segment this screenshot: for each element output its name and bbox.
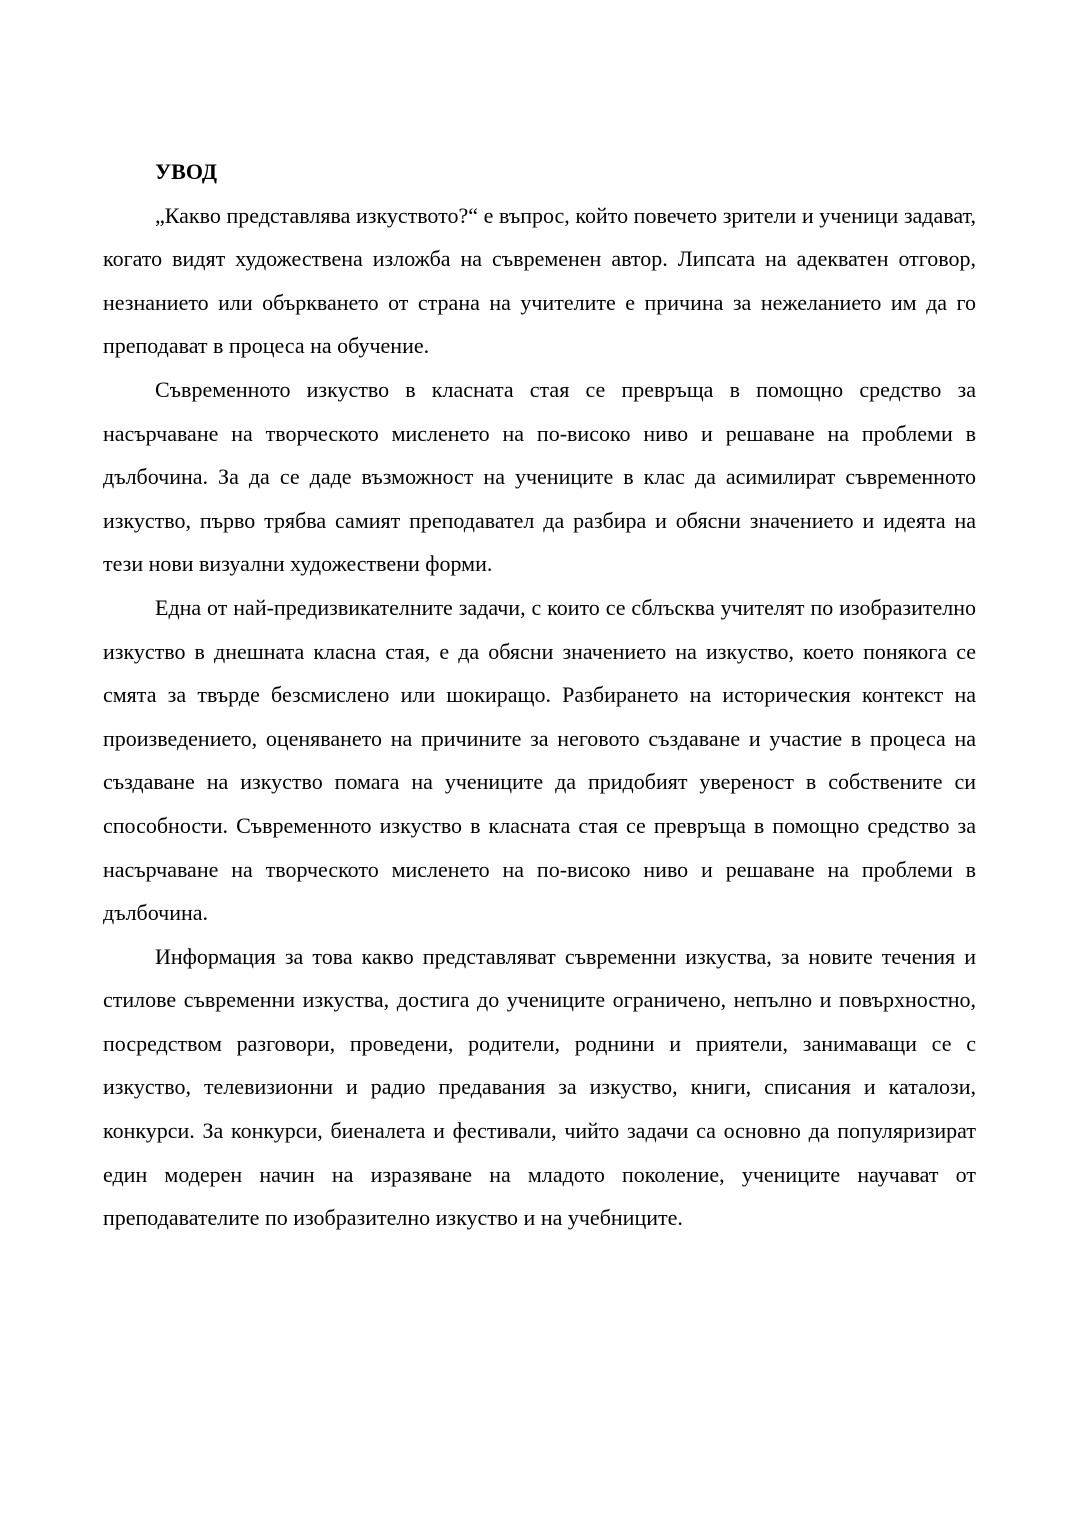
paragraph-2: Съвременното изкуство в класната стая се превръща в помощно средство за насърчаване на творческото мисленето на по-високо ниво и решаване на проблеми в дълбочина. За да се даде възможност на учениците в клас да асимилират съвременното изкуство, първо трябва самият преподавател да разбира и обясни значението и идеята на тези нови визуални художествени форми. [103,376,976,577]
document-body [103,150,976,1240]
section-heading: УВОД [155,159,217,184]
paragraph-1: „Какво представлява изкуството?“ е въпрос, който повечето зрители и ученици задават, когато видят художествена изложба на съвременен автор. Липсата на адекватен отговор, незнанието или объркването от страна на учителите е причина за нежеланието им да го преподават в процеса на обучение. [103,202,976,359]
paragraph-4: Информация за това какво представляват съвременни изкуства, за новите течения и стилове съвременни изкуства, достига до учениците ограничено, непълно и повърхностно, посредством разговори, проведени, родители, роднини и приятели, занимаващи се с изкуство, телевизионни и радио предавания за изкуство, книги, списания и каталози, конкурси. За конкурси, биеналета и фестивали, чийто задачи са основно да популяризират един модерен начин на изразяване на младото поколение, учениците научават от преподавателите по изобразително изкуство и на учебниците. [103,943,976,1231]
paragraph-3: Една от най-предизвикателните задачи, с които се сблъсква учителят по изобразително изкуство в днешната класна стая, е да обясни значението на изкуство, което понякога се смята за твърде безсмислено или шокиращо. Разбирането на историческия контекст на произведението, оценяването на причините за неговото създаване и участие в процеса на създаване на изкуство помага на учениците да придобият увереност в собствените си способности. Съвременното изкуство в класната стая се превръща в помощно средство за насърчаване на творческото мисленето на по-високо ниво и решаване на проблеми в дълбочина. [103,594,976,926]
